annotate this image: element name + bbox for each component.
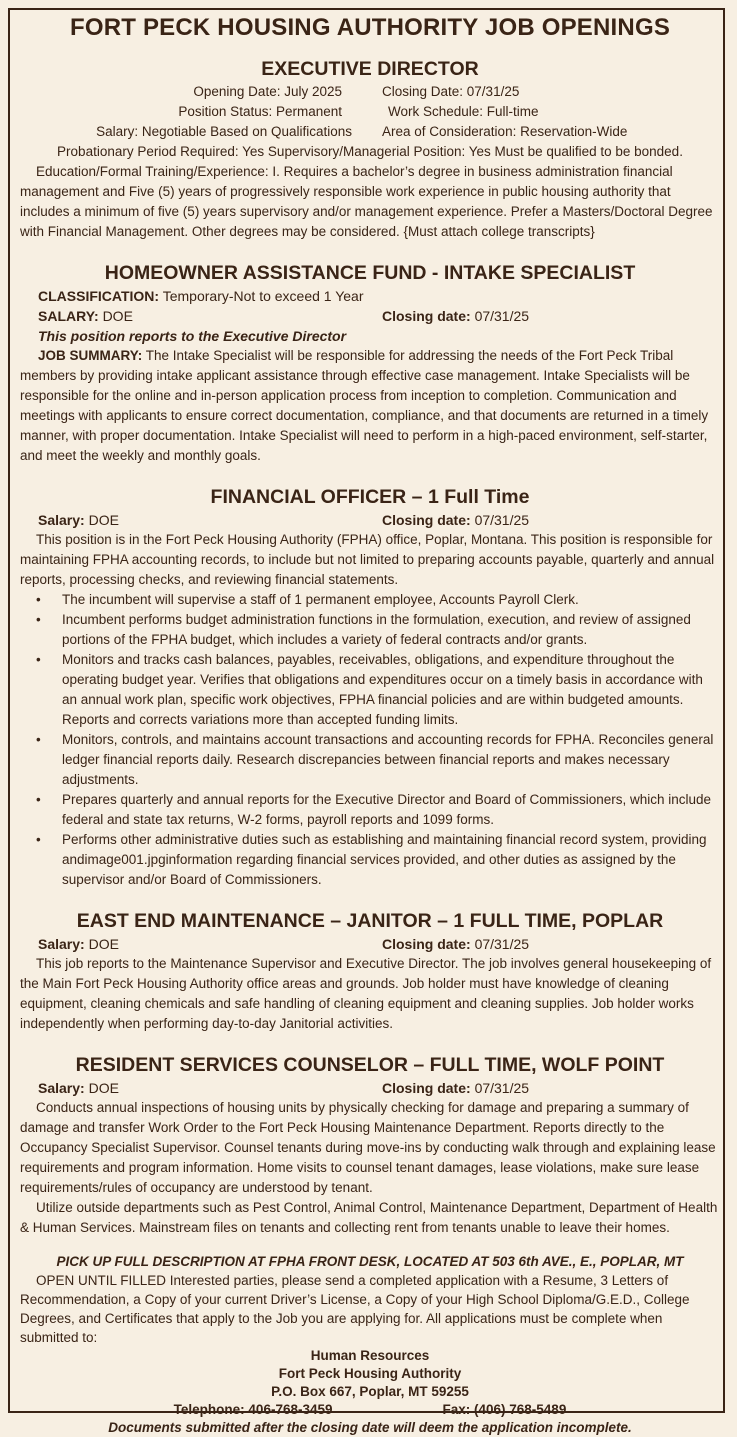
list-item: • Performs other administrative duties such as establishing and maintaining financial record system, providing andimage001.jpginformation regarding financial services provided, and other duties as assigned by the supervisor and/or Board of Commissioners. — [20, 830, 720, 890]
rsc-salary-label: Salary: — [38, 1080, 85, 1096]
closing-date-notice: Documents submitted after the closing date will deem the application incomplete. — [108, 1420, 632, 1435]
exec-salary: Salary: Negotiable Based on Qualifications — [96, 124, 352, 139]
haf-closing-label: Closing date: — [382, 308, 471, 324]
jan-closing-value: 07/31/25 — [474, 936, 530, 952]
page-title: FORT PECK HOUSING AUTHORITY JOB OPENINGS — [69, 14, 671, 41]
organization-name: Fort Peck Housing Authority — [278, 1366, 462, 1381]
list-item: • Incumbent performs budget administration functions in the formulation, execution, and review of assigned portions of the FPHA budget, which includes a variety of federal contracts and/or grants. — [20, 610, 720, 650]
rsc-closing-value: 07/31/25 — [474, 1080, 530, 1096]
haf-summary-text: The Intake Specialist will be responsible for addressing the needs of the Fort Peck Tribal members by providing intake applicant assistance through effective case management. Intake Specialists will be responsible for the online and in-person application process from inception to completion. Communication and meetings with applicants to ensure correct documentation, compliance, and that documents are returned in a timely manner, with proper documentation. Intake Specialist will need to perform in a high-paced environment, self-starter, and meet the weekly and monthly goals. — [20, 348, 709, 463]
fin-duties-list — [20, 590, 720, 890]
financial-officer-section — [20, 484, 720, 890]
exec-work-schedule: Work Schedule: Full-time — [388, 104, 539, 119]
rsc-description-2: Utilize outside departments such as Pest Control, Animal Control, Maintenance Department, Department of Health & Human Services. Mainstream files on tenants and collecting rent from tenants unable to leave their homes. — [20, 1200, 718, 1235]
exec-status-row — [20, 102, 720, 122]
haf-classification — [20, 286, 720, 306]
exec-probation: Probationary Period Required: Yes Supervisory/Managerial Position: Yes Must be qualified to be bonded. — [57, 144, 683, 159]
open-until-filled: OPEN UNTIL FILLED Interested parties, please send a completed application with a Resume, 3 Letters of Recommendation, a Copy of your current Driver’s License, a Copy of your High School Diploma/G.E.D., College Degrees, and Certificates that apply to the Job you are applying for. All applications must be complete when submitted to: — [20, 1273, 690, 1345]
application-instructions — [20, 1252, 720, 1437]
resident-services-heading: RESIDENT SERVICES COUNSELOR – FULL TIME, WOLF POINT — [75, 1054, 665, 1076]
list-item: • Monitors, controls, and maintains account transactions and accounting records for FPHA. Reconciles general ledger financial reports daily. Research discrepancies between financial reports and makes necessary adjustments. — [20, 730, 720, 790]
fin-closing-value: 07/31/25 — [474, 512, 530, 528]
haf-heading: HOMEOWNER ASSISTANCE FUND - INTAKE SPECIALIST — [104, 262, 636, 284]
haf-job-summary — [20, 346, 720, 466]
haf-closing-value: 07/31/25 — [474, 308, 530, 324]
hr-department: Human Resources — [310, 1348, 430, 1363]
haf-reports-to: This position reports to the Executive Director — [38, 328, 347, 344]
haf-summary-label: JOB SUMMARY: — [38, 348, 143, 363]
exec-opening-date: Opening Date: July 2025 — [193, 84, 342, 99]
financial-officer-heading: FINANCIAL OFFICER – 1 Full Time — [210, 486, 530, 508]
exec-area: Area of Consideration: Reservation-Wide — [382, 124, 628, 139]
rsc-salary-row — [20, 1078, 720, 1098]
exec-dates-row — [20, 82, 720, 102]
jan-salary-value: DOE — [88, 936, 119, 952]
exec-position-status: Position Status: Permanent — [178, 104, 342, 119]
mailing-address: P.O. Box 667, Poplar, MT 59255 — [271, 1384, 469, 1399]
fin-salary-value: DOE — [88, 512, 119, 528]
haf-classification-label: CLASSIFICATION: — [38, 288, 160, 304]
contact-numbers — [20, 1401, 720, 1419]
exec-education: Education/Formal Training/Experience: I. Requires a bachelor’s degree in business administration financial management and Five (5) years of progressively responsible work experience in public housing authority that includes a minimum of five (5) years supervisory and/or management experience. Prefer a Masters/Doctoral Degree with Financial Management. Other degrees may be considered. {Must attach college transcripts} — [20, 164, 713, 239]
jan-salary-label: Salary: — [38, 936, 85, 952]
fin-intro: This position is in the Fort Peck Housing Authority (FPHA) office, Poplar, Montana. This position is responsible for maintaining FPHA accounting records, to include but not limited to preparing accounts payable, quarterly and annual reports, processing checks, and reviewing financial statements. — [20, 532, 715, 587]
fin-salary-row — [20, 510, 720, 530]
haf-salary-label: SALARY: — [38, 308, 99, 324]
rsc-salary-value: DOE — [88, 1080, 119, 1096]
janitor-section — [20, 908, 720, 1034]
jan-salary-row — [20, 934, 720, 954]
list-item: • Monitors and tracks cash balances, payables, receivables, obligations, and expenditure throughout the operating budget year. Verifies that obligations and expenditures occur on a timely basis in accordance with an annual work plan, specific work objectives, FPHA financial policies and are within budgeted amounts. Reports and corrects variations more than accepted funding limits. — [20, 650, 720, 730]
jan-description: This job reports to the Maintenance Supervisor and Executive Director. The job involves general housekeeping of the Main Fort Peck Housing Authority office areas and grounds. Job holder must have knowledge of cleaning equipment, cleaning chemicals and safe handling of cleaning equipment and cleaning supplies. Job holder works independently when performing day-to-day Janitorial activities. — [20, 956, 712, 1031]
telephone: Telephone: 406-768-3459 — [173, 1402, 333, 1417]
fin-salary-label: Salary: — [38, 512, 85, 528]
job-openings-document — [20, 12, 720, 1437]
executive-director-section — [20, 56, 720, 242]
janitor-heading: EAST END MAINTENANCE – JANITOR – 1 FULL TIME, POPLAR — [76, 910, 664, 932]
haf-classification-value: Temporary-Not to exceed 1 Year — [162, 288, 364, 304]
resident-services-section — [20, 1052, 720, 1238]
rsc-description-1: Conducts annual inspections of housing units by physically checking for damage and preparing a summary of damage and transfer Work Order to the Fort Peck Housing Maintenance Department. Reports directly to the Occupancy Specialist Supervisor. Counsel tenants during move-ins by conducting walk through and explaining lease requirements and program information. Home visits to counsel tenant damages, lease violations, make sure lease requirements/rules of occupancy are understood by tenant. — [20, 1100, 716, 1195]
exec-closing-date: Closing Date: 07/31/25 — [382, 84, 520, 99]
rsc-closing-label: Closing date: — [382, 1080, 471, 1096]
list-item: • Prepares quarterly and annual reports for the Executive Director and Board of Commissioners, which include federal and state tax returns, W-2 forms, payroll reports and 1099 forms. — [20, 790, 720, 830]
haf-salary-row — [20, 306, 720, 326]
haf-section — [20, 260, 720, 466]
fax: Fax: (406) 768-5489 — [442, 1402, 567, 1417]
executive-director-heading: EXECUTIVE DIRECTOR — [261, 58, 479, 80]
exec-salary-row — [20, 122, 720, 142]
fin-closing-label: Closing date: — [382, 512, 471, 528]
list-item: • The incumbent will supervise a staff of 1 permanent employee, Accounts Payroll Clerk. — [20, 590, 720, 610]
pickup-notice: PICK UP FULL DESCRIPTION AT FPHA FRONT DESK, LOCATED AT 503 6th AVE., E., POPLAR, MT — [56, 1254, 684, 1269]
jan-closing-label: Closing date: — [382, 936, 471, 952]
haf-salary-value: DOE — [102, 308, 133, 324]
